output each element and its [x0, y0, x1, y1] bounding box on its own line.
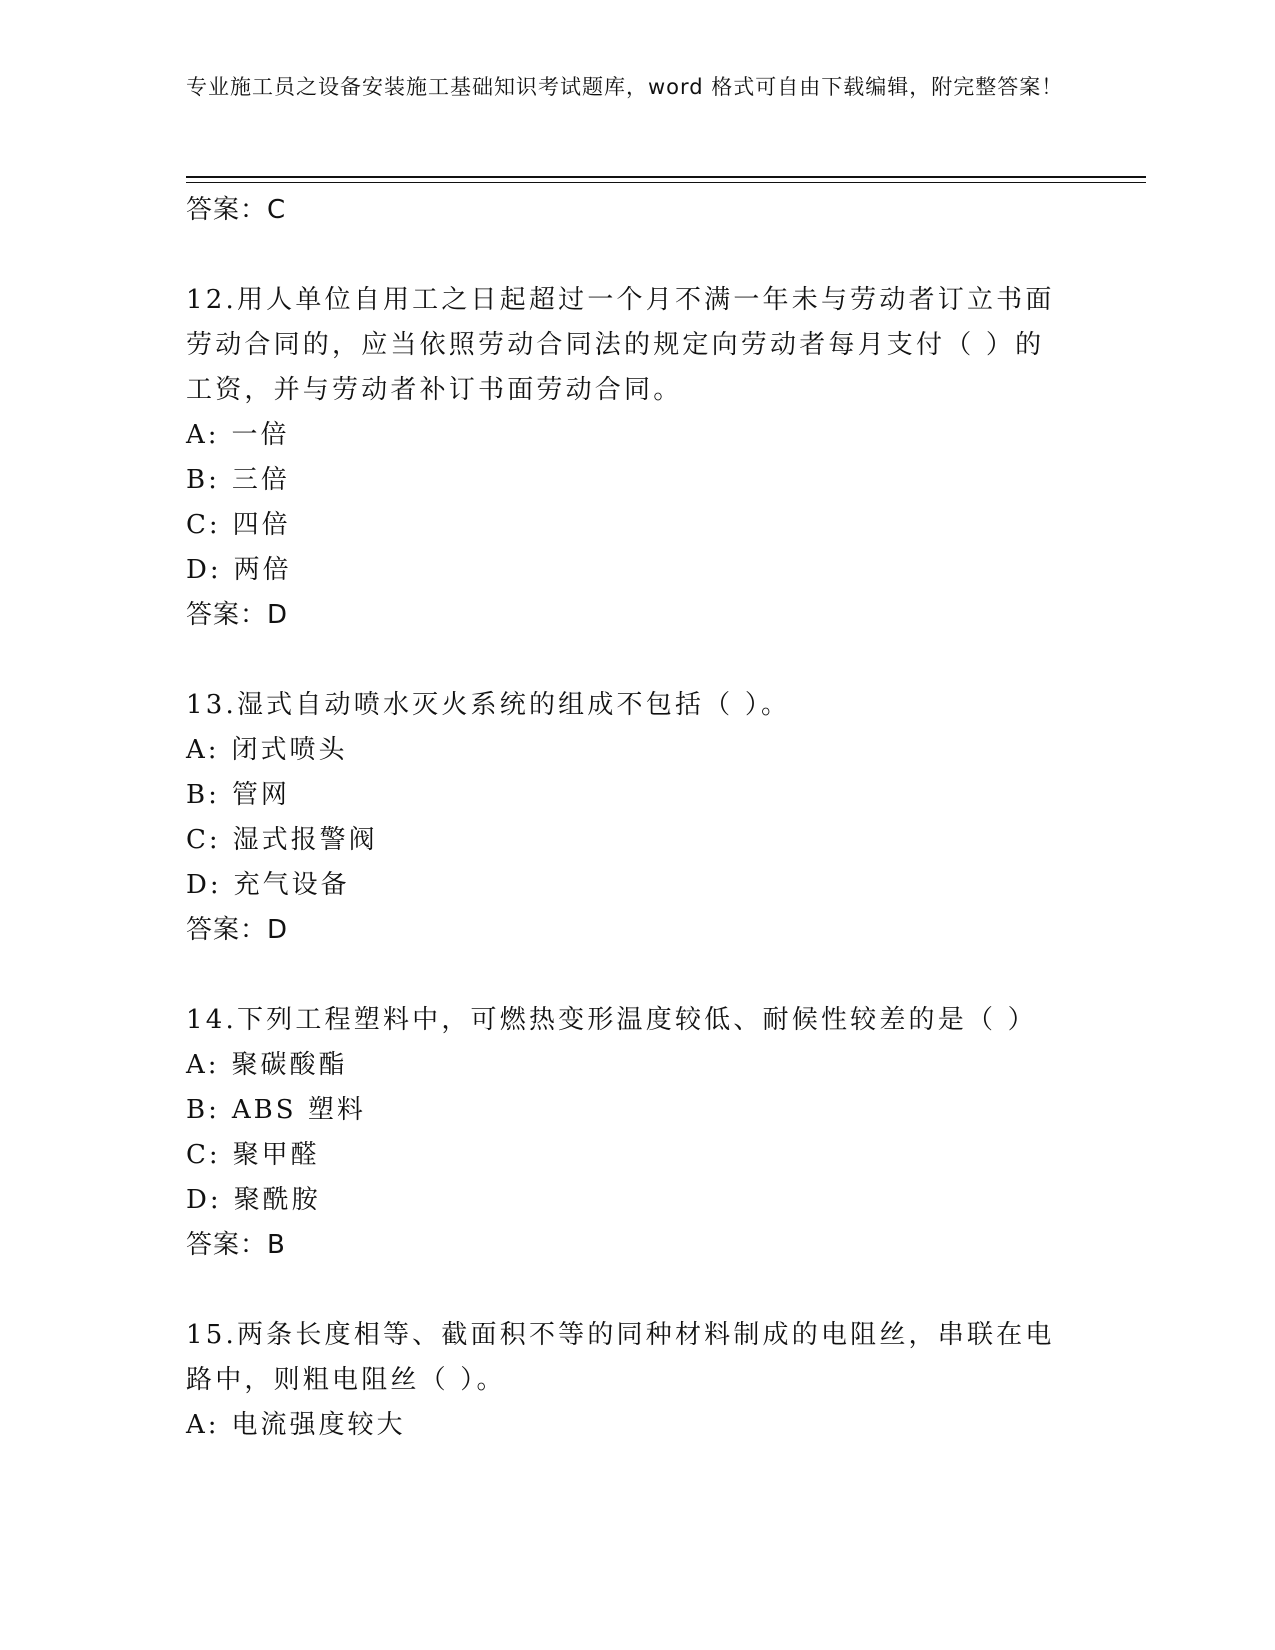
- option-text: 管网: [231, 780, 290, 810]
- option-c: [186, 1133, 1086, 1178]
- answer-line: 答案：D: [186, 600, 289, 630]
- option-label: C:: [186, 825, 221, 855]
- answer-line: 答案：D: [186, 915, 289, 945]
- answer-line: 答案：B: [186, 1230, 286, 1260]
- option-label: C:: [186, 1140, 221, 1170]
- previous-answer: 答案：C: [186, 195, 287, 225]
- option-label: A:: [186, 1410, 220, 1440]
- option-a: [186, 728, 1086, 773]
- question-block-14: [186, 998, 1086, 1267]
- option-text: 四倍: [232, 510, 291, 540]
- option-d: [186, 548, 1086, 593]
- question-text: 12.用人单位自用工之日起超过一个月不满一年未与劳动者订立书面劳动合同的，应当依照劳动合同法的规定向劳动者每月支付（ ）的工资，并与劳动者补订书面劳动合同。: [186, 285, 1055, 405]
- option-d: [186, 863, 1086, 908]
- document-body: [186, 188, 1086, 1448]
- question-block-12: [186, 278, 1086, 637]
- option-a: [186, 1403, 1086, 1448]
- option-b: [186, 773, 1086, 818]
- option-text: 电流强度较大: [231, 1410, 406, 1440]
- option-b: [186, 1088, 1086, 1133]
- option-label: D:: [186, 1185, 222, 1215]
- option-c: [186, 503, 1086, 548]
- option-c: [186, 818, 1086, 863]
- option-label: C:: [186, 510, 221, 540]
- option-text: 湿式报警阀: [232, 825, 378, 855]
- option-text: 充气设备: [233, 870, 350, 900]
- option-text: 两倍: [233, 555, 292, 585]
- option-label: A:: [186, 420, 220, 450]
- option-d: [186, 1178, 1086, 1223]
- question-text: 14.下列工程塑料中，可燃热变形温度较低、耐候性较差的是（ ）: [186, 1005, 1037, 1035]
- document-header: 专业施工员之设备安装施工基础知识考试题库，word 格式可自由下载编辑，附完整答案！: [186, 75, 1064, 99]
- option-label: B:: [186, 1095, 220, 1125]
- header-divider-thin: [186, 182, 1146, 183]
- option-text: 聚碳酸酯: [231, 1050, 348, 1080]
- question-text: 13.湿式自动喷水灭火系统的组成不包括（ ）。: [186, 690, 791, 720]
- question-block-15: [186, 1313, 1086, 1448]
- option-a: [186, 1043, 1086, 1088]
- question-block-13: [186, 683, 1086, 952]
- option-label: D:: [186, 555, 222, 585]
- option-label: D:: [186, 870, 222, 900]
- option-label: B:: [186, 780, 220, 810]
- option-text: 聚酰胺: [233, 1185, 321, 1215]
- option-label: A:: [186, 735, 220, 765]
- option-text: ABS 塑料: [231, 1095, 366, 1125]
- option-text: 三倍: [231, 465, 290, 495]
- option-text: 聚甲醛: [232, 1140, 320, 1170]
- option-text: 一倍: [231, 420, 290, 450]
- option-a: [186, 413, 1086, 458]
- header-divider-thick: [186, 176, 1146, 178]
- question-text: 15.两条长度相等、截面积不等的同种材料制成的电阻丝，串联在电路中，则粗电阻丝（ ）。: [186, 1320, 1055, 1395]
- option-text: 闭式喷头: [231, 735, 348, 765]
- option-label: B:: [186, 465, 220, 495]
- option-b: [186, 458, 1086, 503]
- option-label: A:: [186, 1050, 220, 1080]
